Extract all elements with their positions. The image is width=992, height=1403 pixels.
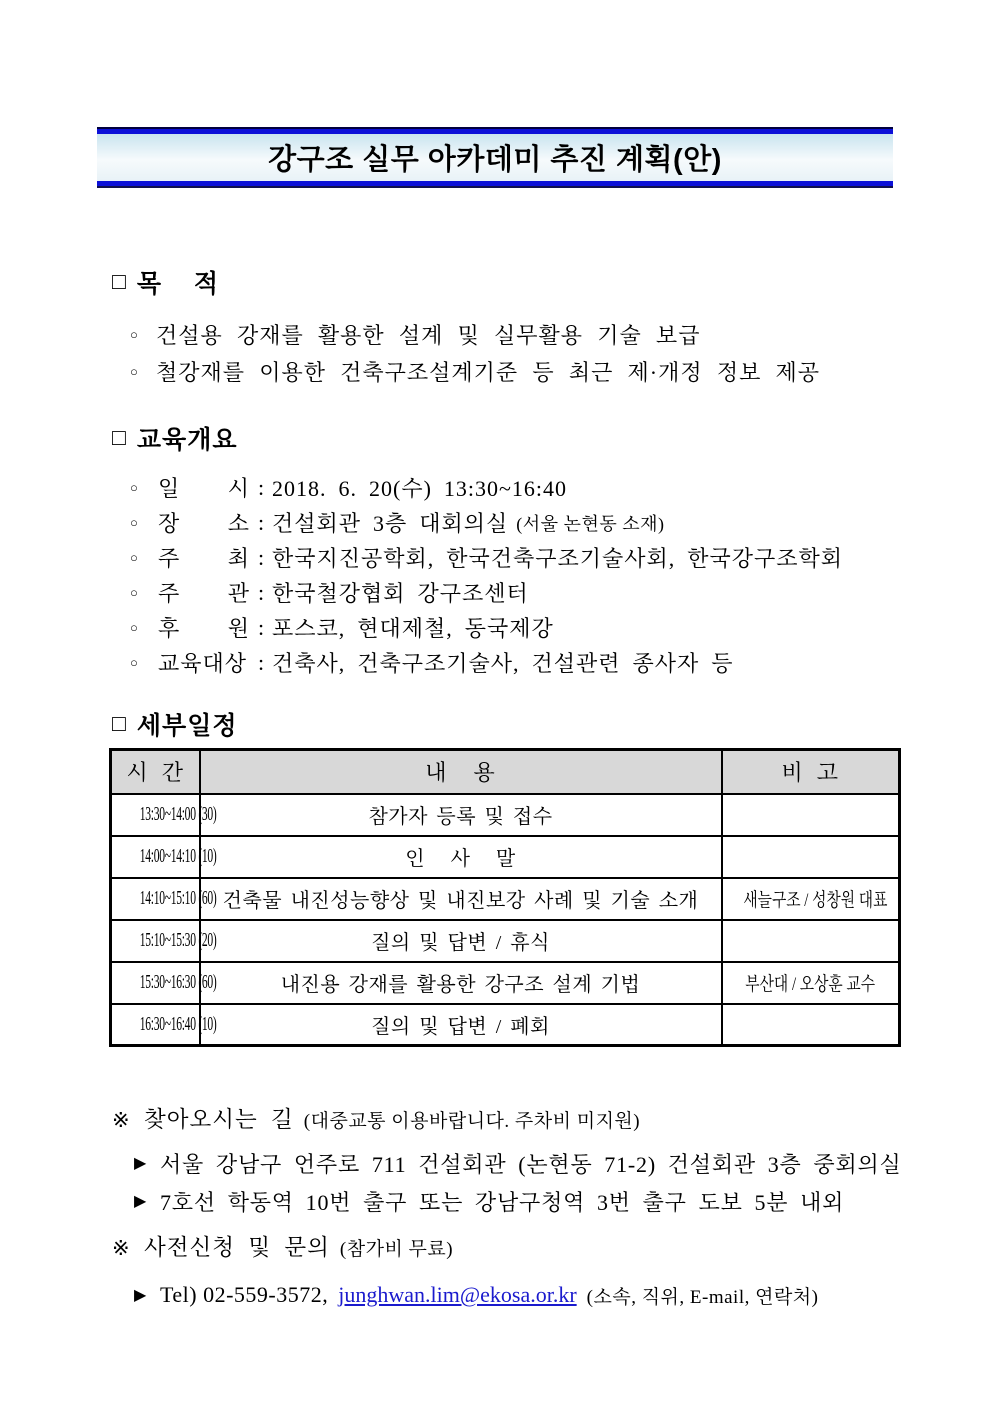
schedule-content-cell (200, 1004, 722, 1046)
overview-value: 한국철강협회 강구조센터 (272, 581, 529, 606)
phone-number: Tel) 02-559-3572, (160, 1282, 329, 1307)
overview-label: 주 최 (158, 546, 250, 571)
banner-top-bar (97, 127, 893, 134)
reference-mark-icon: ※ (112, 1236, 130, 1260)
contact-heading: 사전신청 및 문의 (144, 1235, 330, 1260)
overview-value-note: (서울 논현동 소재) (516, 513, 665, 534)
purpose-list (130, 316, 820, 390)
section-directions (112, 1102, 902, 1220)
directions-heading-note: (대중교통 이용바랍니다. 주차비 미지원) (303, 1111, 641, 1132)
schedule-time-cell (111, 794, 217, 836)
label-separator: : (257, 579, 265, 605)
schedule-time-cell (111, 1004, 217, 1046)
overview-value: 포스코, 현대제철, 동국제강 (272, 616, 554, 641)
table-row (111, 1004, 900, 1046)
schedule-content-cell (200, 794, 722, 836)
time-text: 15:10~15:30 (20) (139, 929, 217, 951)
section-purpose (112, 264, 820, 390)
overview-value: 건설회관 3층 대회의실 (272, 511, 509, 536)
content-text: 내진용 강재를 활용한 강구조 설계 기법 (280, 974, 641, 996)
table-row (111, 920, 900, 962)
schedule-note-cell (722, 962, 900, 1004)
time-text: 15:30~16:30 (60) (139, 971, 217, 993)
banner-bottom-bar (97, 181, 893, 188)
schedule-note-cell (722, 794, 900, 836)
section-schedule (112, 706, 238, 742)
overview-value: 한국지진공학회, 한국건축구조기술사회, 한국강구조학회 (272, 546, 844, 571)
section-contact (112, 1230, 819, 1314)
column-header-content: 내 용 (200, 750, 722, 794)
schedule-note-cell (722, 878, 900, 920)
overview-label: 교육대상 (158, 651, 248, 676)
arrow-icon: ▶ (134, 1155, 147, 1172)
label-separator: : (257, 614, 265, 640)
overview-row-sponsors (130, 610, 851, 645)
table-row (111, 878, 900, 920)
document-title-banner (97, 127, 893, 188)
overview-value: 2018. 6. 20(수) 13:30~16:40 (272, 476, 568, 501)
content-text: 질의 및 답변 / 폐회 (371, 1015, 550, 1038)
purpose-item-text: 건설용 강재를 활용한 설계 및 실무활용 기술 보급 (156, 323, 701, 348)
table-row (111, 794, 900, 836)
contact-heading-note: (참가비 무료) (339, 1239, 454, 1260)
overview-row-hosts (130, 540, 851, 575)
time-text: 13:30~14:00 (30) (139, 803, 217, 825)
bullet-circle-icon: ○ (130, 654, 138, 670)
schedule-time-cell (111, 878, 217, 920)
overview-row-venue (130, 505, 851, 540)
schedule-time-cell (111, 920, 217, 962)
arrow-icon: ▶ (134, 1287, 147, 1304)
contact-required-info: (소속, 직위, E-mail, 연락처) (586, 1286, 819, 1308)
overview-row-audience (130, 645, 851, 680)
schedule-content-cell (200, 878, 722, 920)
bullet-circle-icon: ○ (130, 326, 138, 342)
schedule-time-cell (111, 962, 217, 1004)
overview-list (130, 470, 851, 680)
time-text: 16:30~16:40 (10) (139, 1012, 217, 1035)
list-item (134, 1144, 902, 1182)
content-text: 질의 및 답변 / 휴식 (371, 932, 550, 954)
directions-item-text: 서울 강남구 언주로 711 건설회관 (논현동 71-2) 건설회관 3층 중회의실 (160, 1151, 902, 1177)
bullet-circle-icon: ○ (130, 549, 138, 565)
schedule-content-cell (200, 920, 722, 962)
overview-label: 후 원 (158, 616, 250, 641)
label-separator: : (257, 649, 265, 675)
label-separator: : (257, 544, 265, 570)
time-text: 14:00~14:10 (10) (139, 845, 217, 867)
purpose-heading: 목 적 (136, 270, 219, 298)
page-title: 강구조 실무 아카데미 추진 계획(안) (268, 144, 722, 176)
email-link[interactable]: junghwan.lim@ekosa.or.kr (338, 1282, 577, 1307)
section-box-icon: □ (112, 425, 126, 450)
overview-label: 일 시 (158, 476, 250, 501)
table-row (111, 962, 900, 1004)
label-separator: : (257, 474, 265, 500)
directions-item-text: 7호선 학동역 10번 출구 또는 강남구청역 3번 출구 도보 5분 내외 (160, 1189, 845, 1215)
schedule-table (109, 748, 901, 1047)
bullet-circle-icon: ○ (130, 363, 138, 379)
schedule-heading: 세부일정 (136, 712, 238, 740)
table-header-row (111, 750, 900, 794)
directions-heading-row (112, 1102, 902, 1134)
contact-heading-row (112, 1230, 819, 1262)
overview-heading: 교육개요 (136, 426, 238, 454)
overview-row-organizer (130, 575, 851, 610)
contact-line (134, 1276, 819, 1314)
purpose-item-text: 철강재를 이용한 건축구조설계기준 등 최근 제·개정 정보 제공 (156, 360, 821, 385)
content-text: 참가자 등록 및 접수 (368, 806, 553, 828)
arrow-icon: ▶ (134, 1193, 147, 1210)
overview-row-datetime (130, 470, 851, 505)
directions-heading: 찾아오시는 길 (144, 1107, 294, 1132)
content-text: 인 사 말 (405, 848, 516, 870)
section-box-icon: □ (112, 269, 126, 294)
directions-list (134, 1144, 902, 1220)
banner-title-box (97, 134, 893, 181)
column-header-time: 시 간 (111, 750, 200, 794)
time-text: 14:10~15:10 (60) (139, 887, 217, 909)
overview-label: 주 관 (158, 581, 250, 606)
column-header-note: 비 고 (722, 750, 900, 794)
overview-label: 장 소 (158, 511, 250, 536)
schedule-time-cell (111, 836, 217, 878)
reference-mark-icon: ※ (112, 1108, 130, 1132)
schedule-content-cell (200, 836, 722, 878)
schedule-content-cell (200, 962, 722, 1004)
schedule-note-cell (722, 920, 900, 962)
purpose-heading-row (112, 264, 820, 300)
note-text: 새늘구조 / 성창원 대표 (742, 890, 887, 911)
label-separator: : (257, 509, 265, 535)
bullet-circle-icon: ○ (130, 514, 138, 530)
bullet-circle-icon: ○ (130, 619, 138, 635)
schedule-heading-row (112, 706, 238, 742)
list-item (130, 353, 820, 390)
schedule-note-cell (722, 836, 900, 878)
section-box-icon: □ (112, 711, 126, 736)
overview-heading-row (112, 420, 851, 456)
bullet-circle-icon: ○ (130, 479, 138, 495)
section-overview (112, 420, 851, 680)
list-item (134, 1182, 902, 1220)
table-row (111, 836, 900, 878)
schedule-note-cell (722, 1004, 900, 1046)
note-text: 부산대 / 오상훈 교수 (745, 974, 876, 995)
bullet-circle-icon: ○ (130, 584, 138, 600)
content-text: 건축물 내진성능향상 및 내진보강 사례 및 기술 소개 (222, 890, 699, 912)
list-item (130, 316, 820, 353)
overview-value: 건축사, 건축구조기술사, 건설관련 종사자 등 (272, 651, 734, 676)
